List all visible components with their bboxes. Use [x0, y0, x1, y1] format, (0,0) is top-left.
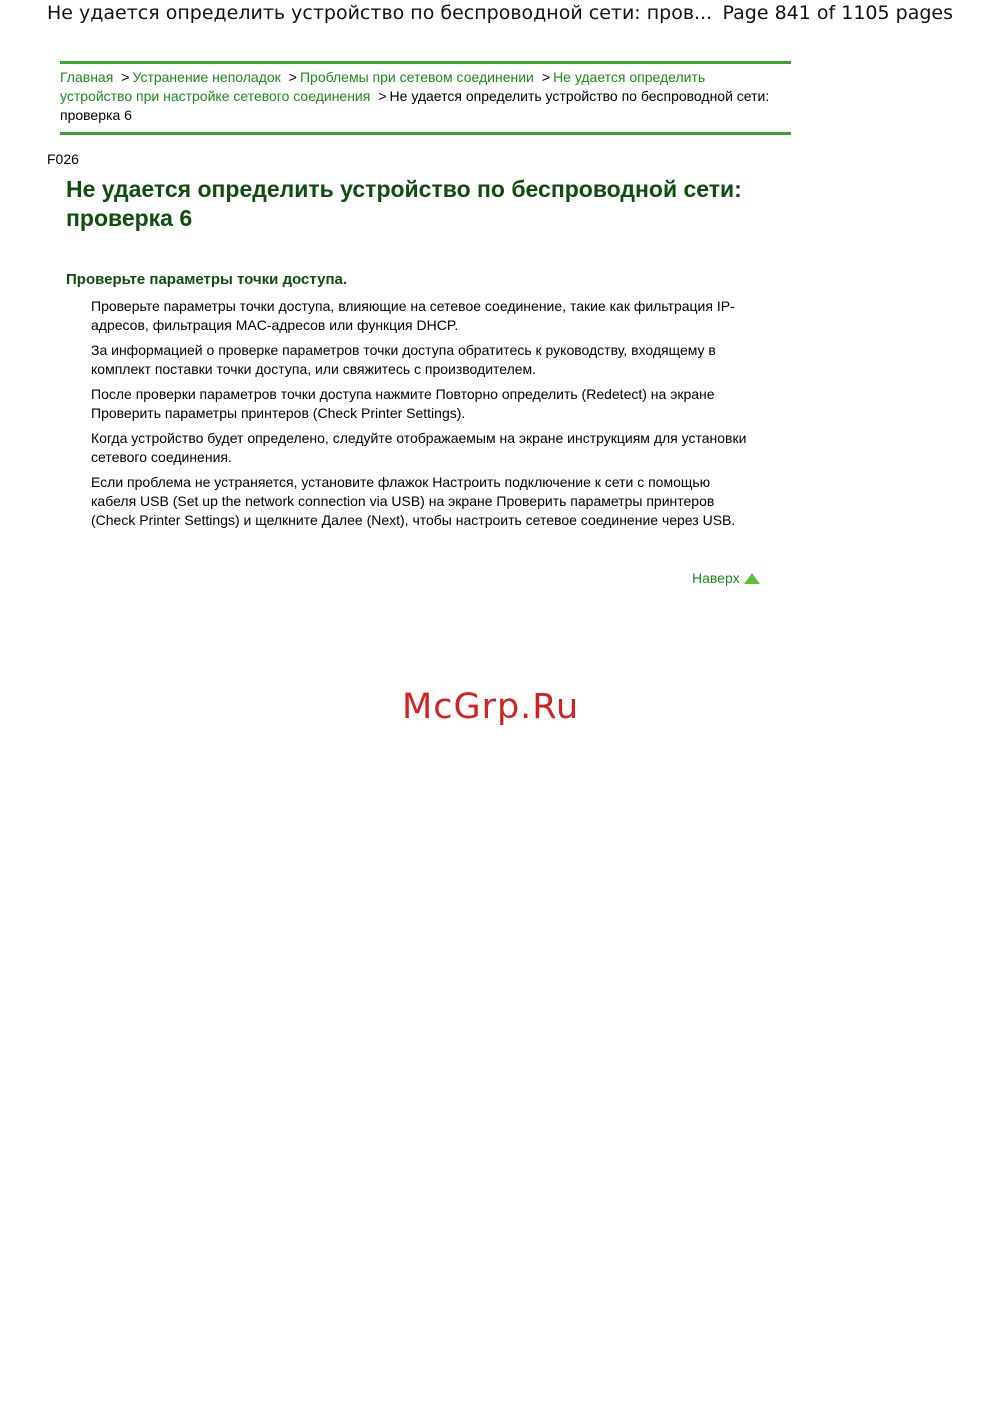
section-body — [91, 297, 751, 536]
paragraph: Когда устройство будет определено, следуйте отображаемым на экране инструкциям для установки сетевого соединения. — [91, 430, 747, 465]
breadcrumb-separator: > — [378, 88, 387, 104]
arrow-up-icon — [744, 573, 760, 584]
breadcrumb-box — [60, 61, 791, 135]
page-header — [0, 2, 1000, 30]
breadcrumb-link-home[interactable]: Главная — [60, 69, 114, 85]
paragraph: Если проблема не устраняется, установите флажок Настроить подключение к сети с помощью кабеля USB (Set up the network connection via USB) на экране Проверить параметры принтеров (Check Printer Settings) и щелкните Далее (Next), чтобы настроить сетевое соединение через USB. — [91, 474, 736, 528]
breadcrumb-separator: > — [541, 69, 551, 85]
breadcrumb-link-cannot-detect-device[interactable]: Не удается определить устройство при настройке сетевого соединения — [60, 69, 706, 104]
document-code: F026 — [47, 151, 79, 167]
paragraph: За информацией о проверке параметров точки доступа обратитесь к руководству, входящему в комплект поставки точки доступа, или свяжитесь с производителем. — [91, 342, 716, 377]
watermark-logo: McGrp.Ru — [402, 687, 580, 727]
paragraph: После проверки параметров точки доступа нажмите Повторно определить (Redetect) на экране Проверить параметры принтеров (Check Printer Settings). — [91, 386, 715, 421]
document-title-header: Не удается определить устройство по беспроводной сети: пров... — [47, 2, 713, 24]
breadcrumb — [60, 68, 791, 125]
paragraph: Проверьте параметры точки доступа, влияющие на сетевое соединение, такие как фильтрация IP-адресов, фильтрация MAC-адресов или функция DHCP. — [91, 298, 735, 333]
back-to-top-label: Наверх — [692, 570, 740, 586]
page-title: Не удается определить устройство по беспроводной сети: проверка 6 — [66, 176, 742, 231]
breadcrumb-link-troubleshooting[interactable]: Устранение неполадок — [132, 69, 281, 85]
breadcrumb-separator: > — [288, 69, 297, 85]
section-heading: Проверьте параметры точки доступа. — [66, 271, 348, 288]
back-to-top-link[interactable] — [692, 570, 760, 586]
breadcrumb-link-network-problems[interactable]: Проблемы при сетевом соединении — [299, 69, 534, 85]
breadcrumb-current: Не удается определить устройство по беспроводной сети: проверка 6 — [60, 88, 770, 123]
breadcrumb-separator: > — [121, 69, 130, 85]
page-counter: Page 841 of 1105 pages — [722, 2, 953, 24]
